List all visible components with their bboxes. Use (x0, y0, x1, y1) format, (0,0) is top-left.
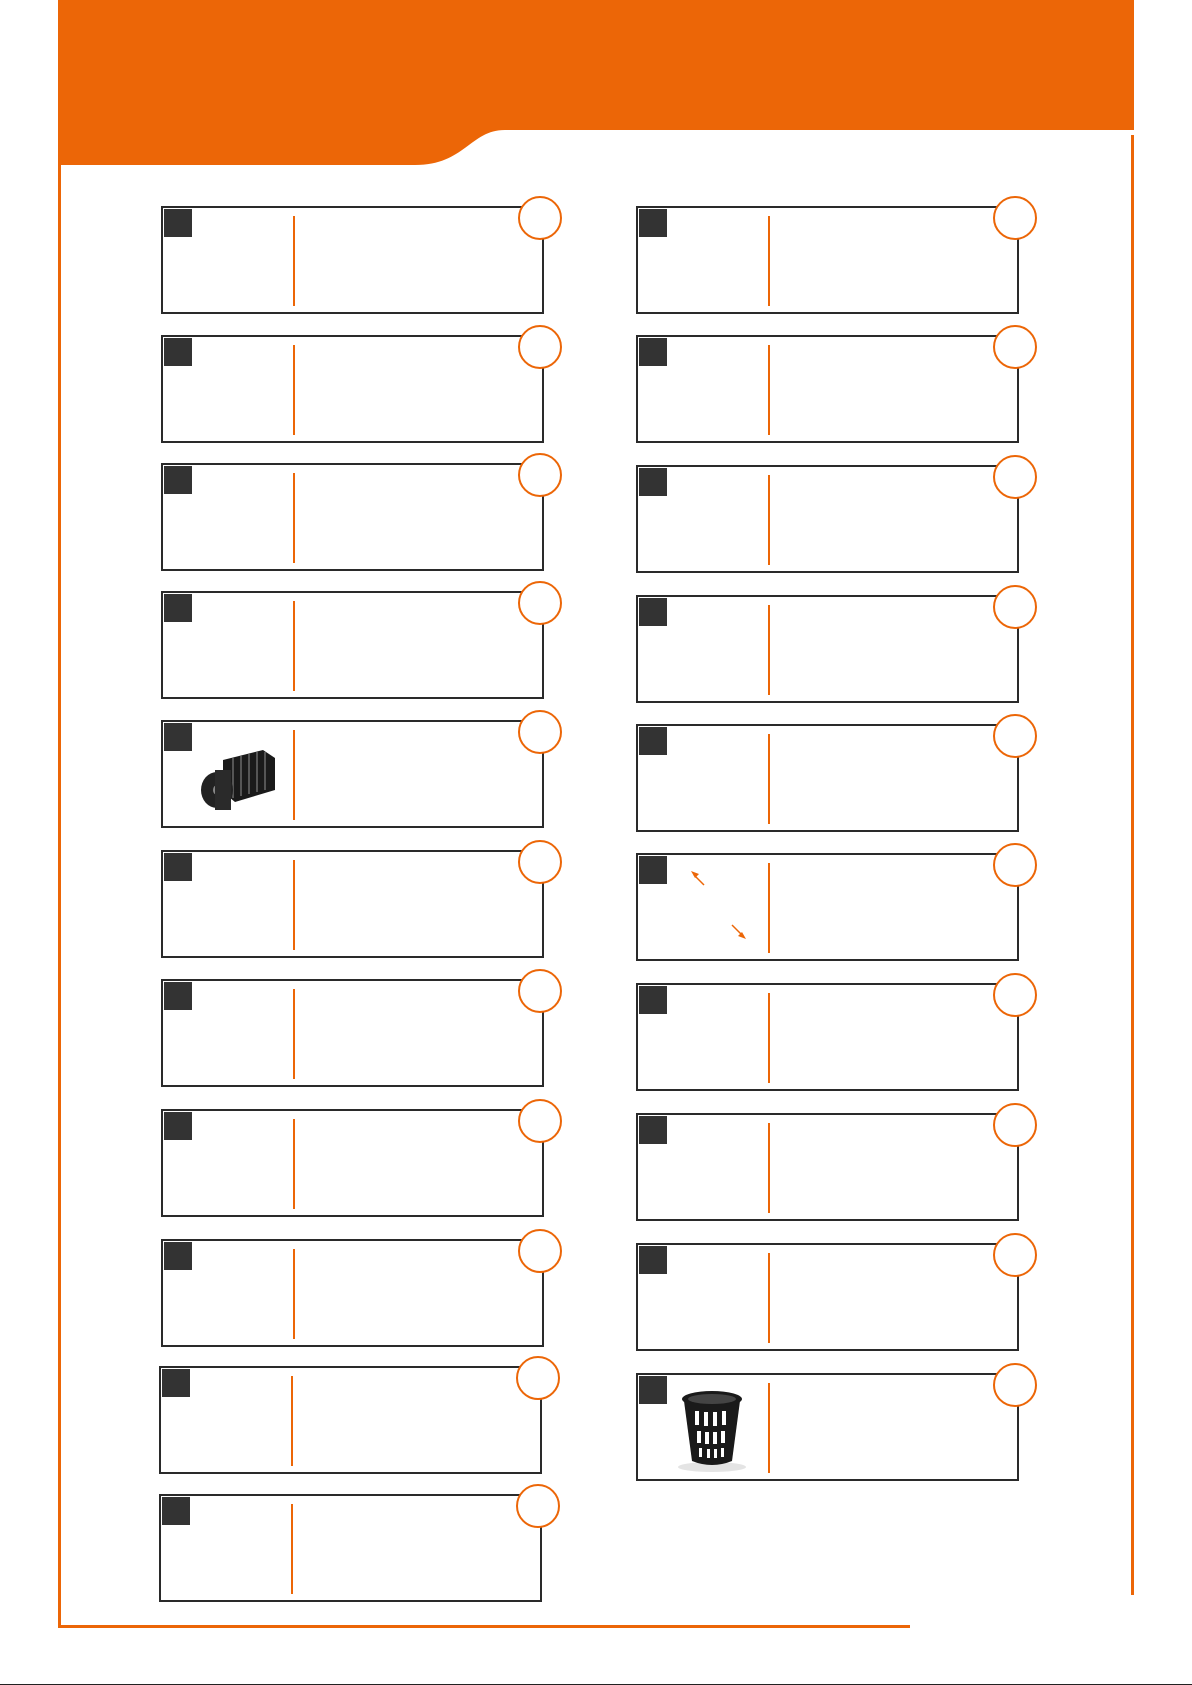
product-card (636, 1373, 1019, 1481)
card-divider (768, 863, 770, 953)
card-badge-circle (993, 1233, 1037, 1277)
product-card (636, 724, 1019, 832)
product-card (636, 335, 1019, 443)
product-card (161, 979, 544, 1087)
frame-left-border (58, 163, 61, 1628)
card-badge-circle (518, 196, 562, 240)
card-number-tab (164, 1242, 192, 1270)
frame-right-border (1131, 135, 1134, 1595)
card-divider (293, 730, 295, 820)
card-divider (293, 989, 295, 1079)
card-number-tab (162, 1497, 190, 1525)
card-badge-circle (993, 714, 1037, 758)
card-number-tab (162, 1369, 190, 1397)
card-divider (768, 216, 770, 306)
product-card (636, 1243, 1019, 1351)
card-badge-circle (993, 973, 1037, 1017)
product-card (159, 1366, 542, 1474)
card-badge-circle (993, 325, 1037, 369)
card-badge-circle (993, 196, 1037, 240)
card-number-tab (639, 856, 667, 884)
card-divider (768, 993, 770, 1083)
card-number-tab (639, 986, 667, 1014)
card-badge-circle (518, 581, 562, 625)
card-divider (291, 1504, 293, 1594)
card-badge-circle (993, 1103, 1037, 1147)
adjustable-foot-icon (193, 740, 283, 815)
card-badge-circle (993, 585, 1037, 629)
card-number-tab (164, 466, 192, 494)
card-badge-circle (993, 843, 1037, 887)
card-number-tab (164, 853, 192, 881)
card-divider (293, 860, 295, 950)
card-number-tab (639, 598, 667, 626)
product-card (636, 1113, 1019, 1221)
card-divider (768, 605, 770, 695)
header-banner (0, 0, 1192, 170)
card-number-tab (639, 1246, 667, 1274)
card-divider (293, 473, 295, 563)
card-badge-circle (516, 1484, 560, 1528)
product-card (161, 335, 544, 443)
card-divider (293, 216, 295, 306)
card-divider (293, 601, 295, 691)
card-number-tab (164, 982, 192, 1010)
product-card (161, 463, 544, 571)
product-card (161, 850, 544, 958)
card-divider (768, 734, 770, 824)
card-badge-circle (518, 1099, 562, 1143)
product-card (636, 983, 1019, 1091)
card-divider (291, 1376, 293, 1466)
card-number-tab (164, 1112, 192, 1140)
card-divider (768, 1383, 770, 1473)
product-card (636, 853, 1019, 961)
frame-bottom-border (58, 1625, 910, 1628)
card-number-tab (639, 1116, 667, 1144)
card-divider (293, 1249, 295, 1339)
card-badge-circle (518, 1229, 562, 1273)
product-card (161, 206, 544, 314)
card-divider (768, 345, 770, 435)
card-divider (768, 475, 770, 565)
card-badge-circle (993, 1363, 1037, 1407)
card-number-tab (164, 723, 192, 751)
product-card (161, 720, 544, 828)
card-number-tab (639, 338, 667, 366)
card-badge-circle (516, 1356, 560, 1400)
product-card (159, 1494, 542, 1602)
card-badge-circle (518, 453, 562, 497)
card-number-tab (639, 209, 667, 237)
arrows-icon (686, 861, 756, 941)
card-number-tab (639, 727, 667, 755)
card-number-tab (639, 468, 667, 496)
card-divider (293, 1119, 295, 1209)
product-card (161, 591, 544, 699)
card-divider (768, 1253, 770, 1343)
card-badge-circle (993, 455, 1037, 499)
card-badge-circle (518, 710, 562, 754)
net-pot-icon (668, 1387, 758, 1473)
card-divider (293, 345, 295, 435)
product-card (636, 465, 1019, 573)
card-badge-circle (518, 969, 562, 1013)
card-badge-circle (518, 840, 562, 884)
product-card (636, 595, 1019, 703)
card-number-tab (164, 594, 192, 622)
product-card (161, 1109, 544, 1217)
card-badge-circle (518, 325, 562, 369)
card-divider (768, 1123, 770, 1213)
product-card (161, 1239, 544, 1347)
card-number-tab (639, 1376, 667, 1404)
card-number-tab (164, 209, 192, 237)
card-number-tab (164, 338, 192, 366)
product-card (636, 206, 1019, 314)
